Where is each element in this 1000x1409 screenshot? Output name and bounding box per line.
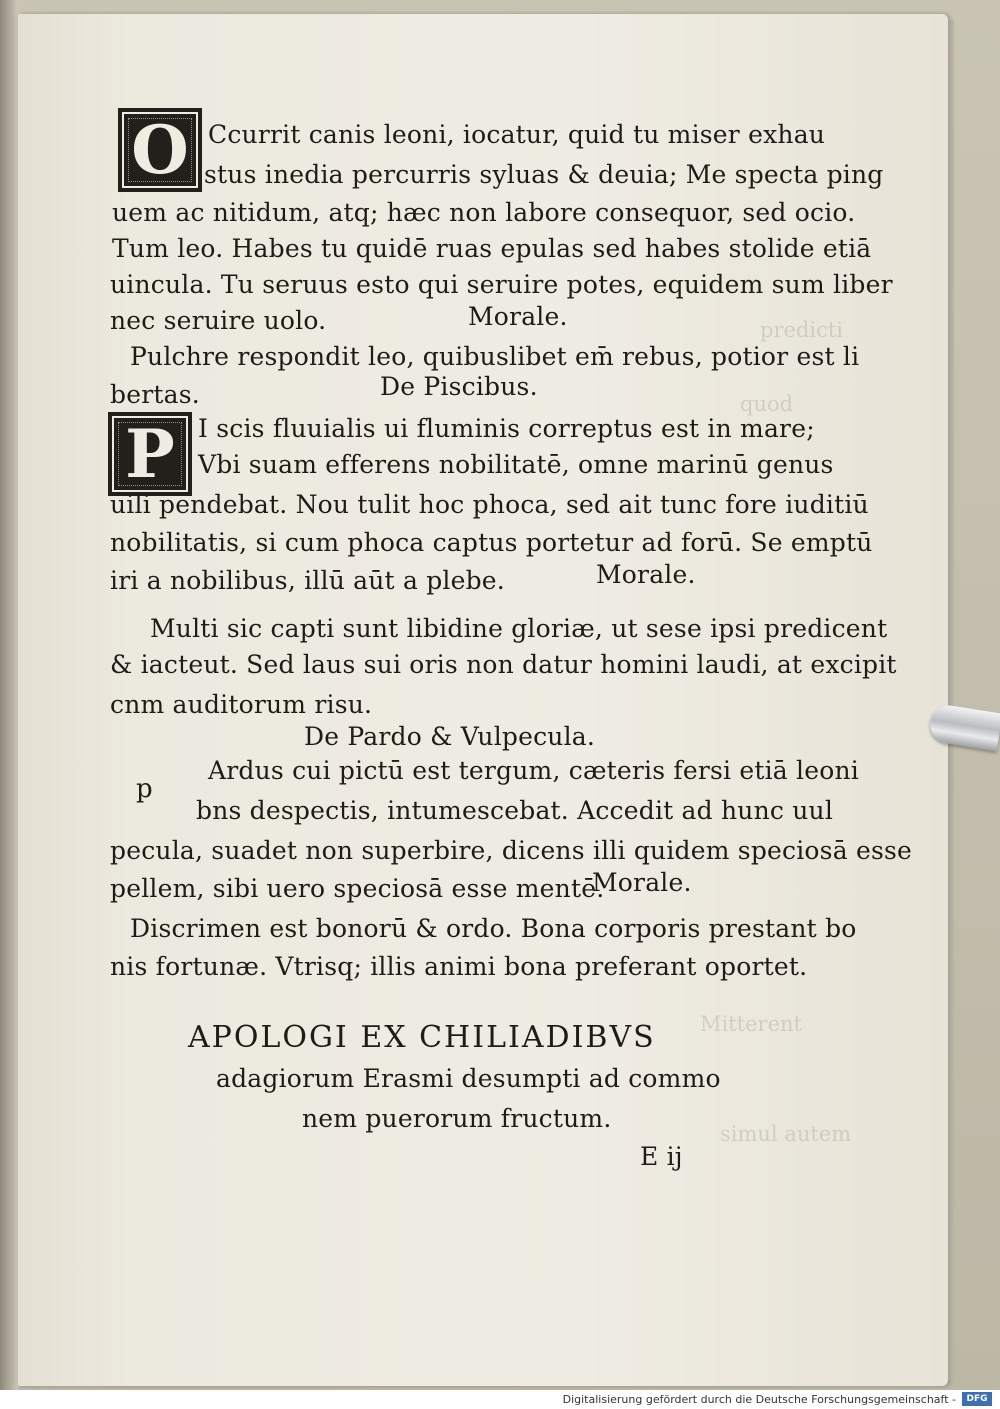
dfg-logo: DFG xyxy=(962,1392,992,1406)
binding-edge xyxy=(0,0,18,1390)
text-line: pellem, sibi uero speciosā esse mentē. xyxy=(110,874,605,903)
funding-credit: Digitalisierung gefördert durch die Deutsche Forschungsgemeinschaft - xyxy=(562,1393,956,1406)
text-line: Tum leo. Habes tu quidē ruas epulas sed habes stolide etiā xyxy=(112,234,872,263)
show-through-text: simul autem xyxy=(720,1122,852,1146)
text-line: uincula. Tu seruus esto qui seruire potes, equidem sum liber xyxy=(110,270,893,299)
text-line: I scis fluuialis ui fluminis correptus est in mare; xyxy=(198,414,815,443)
show-through-text: predicti xyxy=(760,318,843,342)
text-line: Vbi suam efferens nobilitatē, omne marinū genus xyxy=(198,450,834,479)
text-line: nobilitatis, si cum phoca captus portetur ad forū. Se emptū xyxy=(110,528,873,557)
section-title: De Pardo & Vulpecula. xyxy=(304,722,596,751)
initial-guide-letter: p xyxy=(136,774,153,804)
section-label-morale: Morale. xyxy=(468,302,568,331)
text-line: Ccurrit canis leoni, iocatur, quid tu miser exhau xyxy=(208,120,826,149)
section-label-morale: Morale. xyxy=(592,868,692,897)
show-through-text: quod xyxy=(740,392,794,416)
text-line: Pulchre respondit leo, quibuslibet em̄ rebus, potior est li xyxy=(130,342,860,371)
text-line: nis fortunæ. Vtrisq; illis animi bona preferant oportet. xyxy=(110,952,808,981)
heading-subtitle: nem puerorum fructum. xyxy=(302,1104,612,1133)
text-line: uili pendebat. Nou tulit hoc phoca, sed ait tunc fore iuditiū xyxy=(110,490,869,519)
text-line: cnm auditorum risu. xyxy=(110,690,373,719)
text-line: uem ac nitidum, atq; hæc non labore consequor, sed ocio. xyxy=(112,198,856,227)
initial-letter: P xyxy=(125,415,175,493)
show-through-text: Mitterent xyxy=(700,1012,802,1036)
section-label-morale: Morale. xyxy=(596,560,696,589)
text-line: bertas. xyxy=(110,380,200,409)
text-line: bns despectis, intumescebat. Accedit ad hunc uul xyxy=(196,796,834,825)
section-title: De Piscibus. xyxy=(380,372,538,401)
text-line: Ardus cui pictū est tergum, cæteris fersi etiā leoni xyxy=(208,756,860,785)
text-line: pecula, suadet non superbire, dicens illi quidem speciosā esse xyxy=(110,836,912,865)
text-line: & iacteut. Sed laus sui oris non datur homini laudi, at excipit xyxy=(110,650,897,679)
chapter-heading: APOLOGI EX CHILIADIBVS xyxy=(188,1020,656,1055)
text-line: Multi sic capti sunt libidine gloriæ, ut sese ipsi predicent xyxy=(150,614,888,643)
heading-subtitle: adagiorum Erasmi desumpti ad commo xyxy=(216,1064,721,1093)
decorated-initial-o xyxy=(118,108,202,192)
text-line: iri a nobilibus, illū aūt a plebe. xyxy=(110,566,505,595)
text-line: nec seruire uolo. xyxy=(110,306,327,335)
decorated-initial-p xyxy=(108,412,192,496)
initial-letter: O xyxy=(131,111,189,189)
text-line: Discrimen est bonorū & ordo. Bona corporis prestant bo xyxy=(130,914,857,943)
signature-mark: E ij xyxy=(640,1142,683,1171)
text-line: stus inedia percurris syluas & deuia; Me specta ping xyxy=(204,160,884,189)
